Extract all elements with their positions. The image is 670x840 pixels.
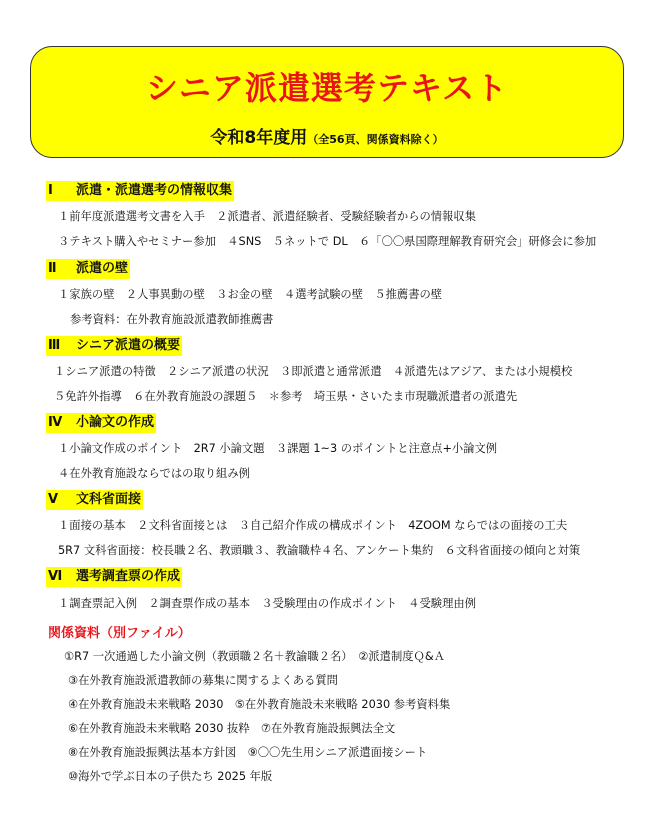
related-item: ④在外教育施設未来戦略 2030 ⑤在外教育施設未来戦略 2030 参考資料集: [68, 698, 451, 711]
section-title: 派遣・派遣選考の情報収集: [76, 183, 233, 198]
section-heading-3: [46, 336, 182, 356]
section-title: 小論文の作成: [76, 415, 155, 430]
section-title: 選考調査票の作成: [76, 569, 181, 584]
section-5-line-1: １面接の基本 ２文科省面接とは ３自己紹介作成の構成ポイント 4ZOOM ならではの面接の工夫: [58, 519, 568, 532]
related-item: ①R7 一次通過した小論文例（教頭職２名＋教諭職２名） ②派遣制度Ｑ&Ａ: [64, 650, 445, 663]
section-number: Ⅰ: [48, 183, 53, 198]
section-6-line-1: １調査票記入例 ２調査票作成の基本 ３受験理由の作成ポイント ４受験理由例: [58, 597, 476, 610]
section-number: Ⅱ: [48, 261, 57, 276]
section-5-line-2: 5R7 文科省面接：校長職２名、教頭職３、教諭職枠４名、アンケート集約 ６文科省面接の傾向と対策: [58, 544, 581, 557]
section-3-line-2: ５免許外指導 ６在外教育施設の課題５ ＊参考 埼玉県・さいたま市現職派遣者の派遣先: [54, 390, 518, 403]
related-item: ③在外教育施設派遣教師の募集に関するよくある質問: [68, 674, 338, 687]
section-4-line-2: ４在外教育施設ならではの取り組み例: [58, 467, 250, 480]
section-heading-6: [46, 567, 182, 587]
section-number: Ⅳ: [48, 415, 63, 430]
section-2-line-1: １家族の壁 ２人事異動の壁 ３お金の壁 ４選考試験の壁 ５推薦書の壁: [58, 288, 443, 301]
section-title: 文科省面接: [76, 492, 142, 507]
section-heading-4: [46, 413, 156, 433]
related-item: ⑧在外教育施設振興法基本方針図 ⑨〇〇先生用シニア派遣面接シート: [68, 746, 428, 759]
section-2-reference: 参考資料：在外教育施設派遣教師推薦書: [70, 313, 274, 326]
section-number: Ⅵ: [48, 569, 63, 584]
related-item: ⑥在外教育施設未来戦略 2030 抜粋 ⑦在外教育施設振興法全文: [68, 722, 396, 735]
edition-label: 令和8年度用: [210, 128, 308, 148]
section-1-line-2: ３テキスト購入やセミナー参加 ４SNS ５ネットで DL ６「〇〇県国際理解教育研究会」研修会に参加: [58, 235, 597, 248]
page-count-note: （全56頁、関係資料除く）: [307, 133, 444, 146]
related-materials-heading: 関係資料（別ファイル）: [48, 626, 191, 641]
document-title: シニア派遣選考テキスト: [145, 69, 509, 107]
section-heading-1: [46, 181, 234, 201]
section-3-line-1: １シニア派遣の特徴 ２シニア派遣の状況 ３即派遣と通常派遣 ４派遣先はアジア、または小規模校: [54, 365, 573, 378]
section-heading-5: [46, 490, 143, 510]
section-title: シニア派遣の概要: [76, 338, 181, 353]
related-item: ⑩海外で学ぶ日本の子供たち 2025 年版: [68, 770, 273, 783]
section-1-line-1: １前年度派遣選考文書を入手 ２派遣者、派遣経験者、受験経験者からの情報収集: [58, 210, 476, 223]
section-number: Ⅲ: [48, 338, 61, 353]
section-4-line-1: １小論文作成のポイント 2R7 小論文題 ３課題 1~3 のポイントと注意点+小論文例: [58, 442, 498, 455]
section-title: 派遣の壁: [76, 261, 129, 276]
section-heading-2: [46, 259, 130, 279]
section-number: Ⅴ: [48, 492, 59, 507]
